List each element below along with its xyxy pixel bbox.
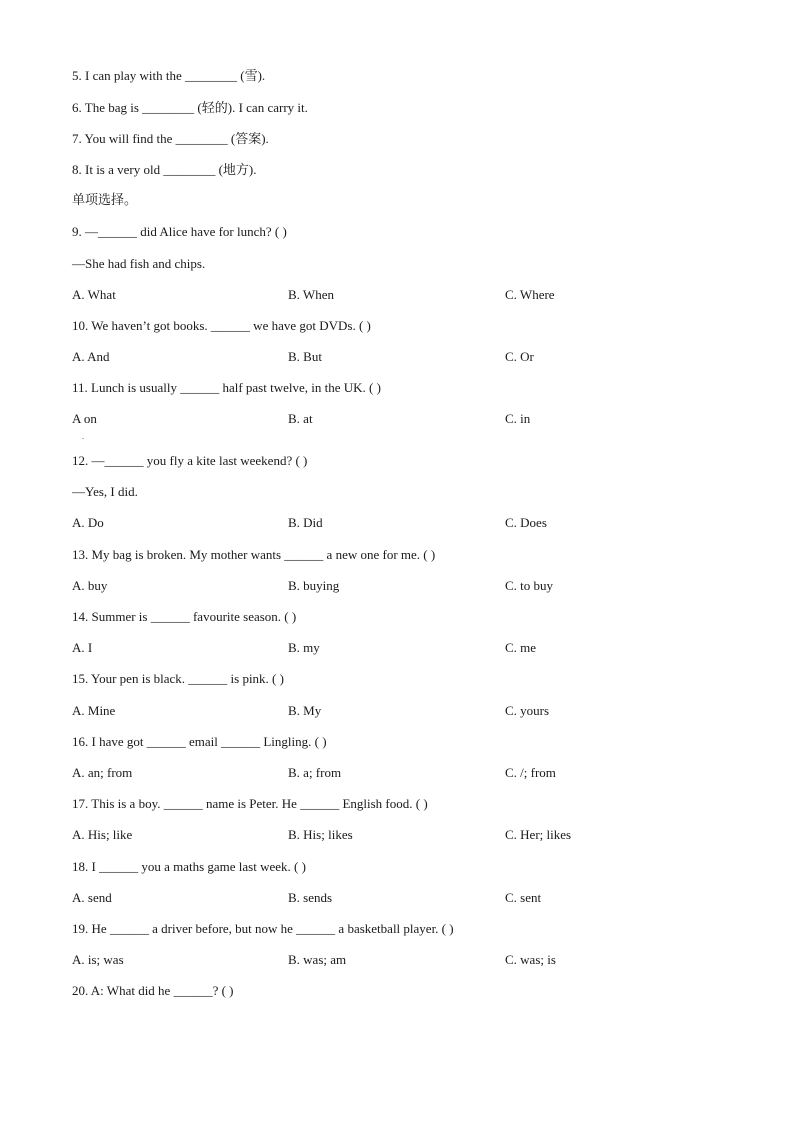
- question-19-option-b: B. was; am: [288, 952, 347, 967]
- question-19-option-a: A. is; was: [72, 952, 124, 967]
- question-16-option-c: C. /; from: [505, 765, 556, 780]
- question-19-option-c: C. was; is: [505, 952, 556, 967]
- question-16-stem: 16. I have got ______ email ______ Lingling. ( ): [72, 734, 327, 749]
- question-17-option-c: C. Her; likes: [505, 827, 572, 842]
- question-14-option-c: C. me: [505, 640, 537, 655]
- question-11-stem: 11. Lunch is usually ______ half past twelve, in the UK. ( ): [72, 380, 381, 395]
- question-12-option-a: A. Do: [72, 515, 104, 530]
- question-12-option-b: B. Did: [288, 515, 323, 530]
- section-title: 单项选择。: [72, 193, 138, 208]
- question-18-option-b: B. sends: [288, 890, 333, 905]
- question-18-option-a: A. send: [72, 890, 112, 905]
- question-14-option-a: A. I: [72, 640, 93, 655]
- question-11-option-c: C. in: [505, 411, 531, 426]
- question-10-option-b: B. But: [288, 349, 322, 364]
- question-16-option-b: B. a; from: [288, 765, 342, 780]
- question-9-option-a: A. What: [72, 287, 116, 302]
- question-15-stem: 15. Your pen is black. ______ is pink. ( ): [72, 671, 284, 686]
- question-13-option-c: C. to buy: [505, 578, 554, 593]
- question-12-reply: —Yes, I did.: [72, 484, 138, 499]
- question-14-option-b: B. my: [288, 640, 320, 655]
- question-15-option-c: C. yours: [505, 703, 550, 718]
- question-13-option-b: B. buying: [288, 578, 340, 593]
- question-17-stem: 17. This is a boy. ______ name is Peter. He ______ English food. ( ): [72, 796, 428, 811]
- fill-item-6: 6. The bag is ________ (轻的). I can carry it.: [72, 100, 308, 115]
- question-17-option-b: B. His; likes: [288, 827, 353, 842]
- question-9-option-c: C. Where: [505, 287, 555, 302]
- question-11-option-a: A on: [72, 411, 97, 426]
- fill-item-7: 7. You will find the ________ (答案).: [72, 131, 269, 146]
- question-14-stem: 14. Summer is ______ favourite season. ( ): [72, 609, 297, 624]
- question-12-stem: 12. —______ you fly a kite last weekend? ( ): [72, 453, 308, 468]
- question-9-stem: 9. —______ did Alice have for lunch? ( ): [72, 224, 287, 239]
- fill-item-5: 5. I can play with the ________ (雪).: [72, 68, 266, 83]
- question-18-option-c: C. sent: [505, 890, 542, 905]
- question-12-option-c: C. Does: [505, 515, 547, 530]
- question-15-option-a: A. Mine: [72, 703, 116, 718]
- question-9-reply: —She had fish and chips.: [72, 256, 206, 271]
- question-16-option-a: A. an; from: [72, 765, 133, 780]
- question-17-option-a: A. His; like: [72, 827, 133, 842]
- question-20-stem: 20. A: What did he ______? ( ): [72, 983, 234, 998]
- question-9-option-b: B. When: [288, 287, 334, 302]
- question-10-option-a: A. And: [72, 349, 110, 364]
- fill-item-8: 8. It is a very old ________ (地方).: [72, 162, 257, 177]
- question-10-option-c: C. Or: [505, 349, 534, 364]
- question-11-option-b: B. at: [288, 411, 313, 426]
- question-13-stem: 13. My bag is broken. My mother wants ______ a new one for me. ( ): [72, 547, 436, 562]
- question-10-stem: 10. We haven’t got books. ______ we have got DVDs. ( ): [72, 318, 371, 333]
- question-13-option-a: A. buy: [72, 578, 108, 593]
- option-dot-mark: .: [82, 432, 84, 441]
- question-15-option-b: B. My: [288, 703, 322, 718]
- question-18-stem: 18. I ______ you a maths game last week. ( ): [72, 859, 306, 874]
- question-19-stem: 19. He ______ a driver before, but now he ______ a basketball player. ( ): [72, 921, 454, 936]
